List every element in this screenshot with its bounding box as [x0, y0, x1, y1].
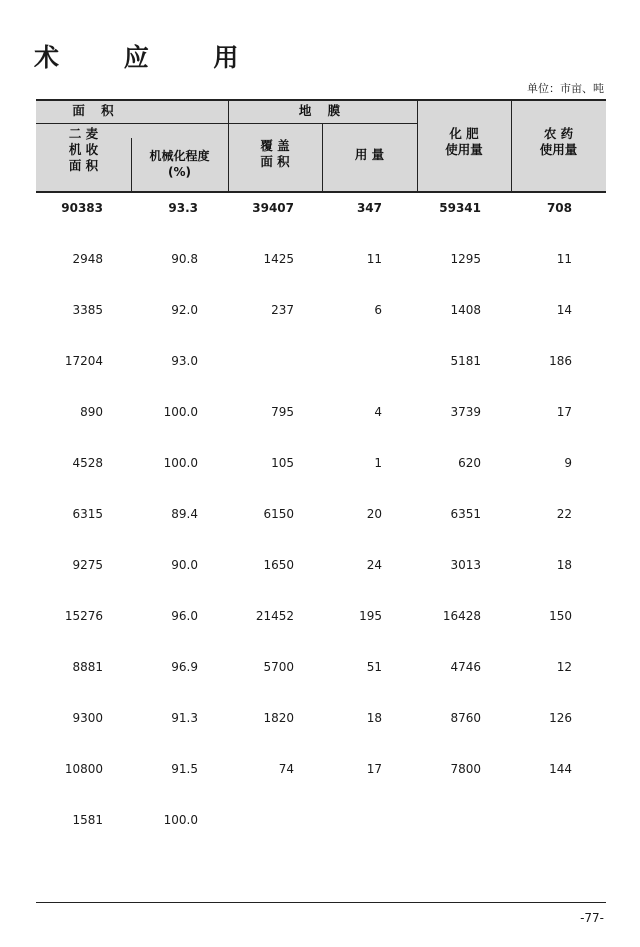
cell-fertilizer: 6351 — [450, 507, 481, 521]
cell-film-usage: 18 — [366, 711, 382, 725]
cell-cover-area: 1650 — [263, 558, 294, 572]
cell-mech-degree: 96.0 — [171, 609, 198, 623]
cell-fertilizer: 1295 — [450, 252, 481, 266]
cell-film-usage: 17 — [366, 762, 382, 776]
cell-film-usage: 24 — [366, 558, 382, 572]
cell-film-usage: 4 — [374, 405, 382, 419]
cell-fertilizer: 59341 — [439, 201, 481, 215]
cell-mech-degree: 92.0 — [171, 303, 198, 317]
table-row — [0, 302, 640, 318]
table-row — [0, 506, 640, 522]
cell-mech-degree: 100.0 — [163, 456, 198, 470]
cell-mech-degree: 100.0 — [163, 813, 198, 827]
cell-wheat-area: 90383 — [61, 201, 103, 215]
cell-pesticide: 708 — [546, 201, 572, 215]
cell-pesticide: 126 — [549, 711, 572, 725]
cell-fertilizer: 8760 — [450, 711, 481, 725]
table-header-mid-rule — [36, 123, 417, 124]
header-fertilizer-usage: 化 肥 使用量 — [445, 126, 483, 157]
table-row — [0, 761, 640, 777]
cell-cover-area: 6150 — [263, 507, 294, 521]
table-row — [0, 353, 640, 369]
table-row — [0, 608, 640, 624]
cell-pesticide: 12 — [556, 660, 572, 674]
cell-mech-degree: 90.8 — [171, 252, 198, 266]
cell-mech-degree: 93.3 — [168, 201, 198, 215]
cell-film-usage: 1 — [374, 456, 382, 470]
cell-fertilizer: 620 — [458, 456, 481, 470]
cell-pesticide: 18 — [556, 558, 572, 572]
cell-wheat-area: 15276 — [64, 609, 103, 623]
cell-pesticide: 22 — [556, 507, 572, 521]
cell-cover-area: 39407 — [252, 201, 294, 215]
cell-cover-area: 74 — [278, 762, 294, 776]
page-number: -77- — [580, 911, 604, 925]
header-cover-area: 覆 盖 面 积 — [260, 138, 290, 169]
cell-cover-area: 105 — [271, 456, 294, 470]
cell-pesticide: 186 — [549, 354, 572, 368]
cell-film-usage: 51 — [366, 660, 382, 674]
cell-wheat-area: 1581 — [72, 813, 103, 827]
cell-mech-degree: 100.0 — [163, 405, 198, 419]
cell-pesticide: 150 — [549, 609, 572, 623]
cell-wheat-area: 9275 — [72, 558, 103, 572]
cell-wheat-area: 9300 — [72, 711, 103, 725]
cell-wheat-area: 2948 — [72, 252, 103, 266]
cell-fertilizer: 3739 — [450, 405, 481, 419]
cell-fertilizer: 3013 — [450, 558, 481, 572]
cell-wheat-area: 8881 — [72, 660, 103, 674]
header-mechanization-degree: 机械化程度 (%) — [149, 149, 210, 179]
footer-rule — [36, 902, 606, 903]
header-film: 地 膜 — [298, 103, 347, 118]
table-row — [0, 455, 640, 471]
cell-film-usage: 20 — [366, 507, 382, 521]
table-row — [0, 557, 640, 573]
cell-mech-degree: 93.0 — [171, 354, 198, 368]
table-row — [0, 404, 640, 420]
table-header-bottom-rule — [36, 191, 606, 193]
cell-fertilizer: 1408 — [450, 303, 481, 317]
table-row — [0, 200, 640, 216]
cell-wheat-area: 17204 — [64, 354, 103, 368]
unit-label: 单位：市亩、吨 — [527, 82, 604, 95]
cell-cover-area: 237 — [271, 303, 294, 317]
header-pesticide-usage: 农 药 使用量 — [539, 126, 578, 157]
page-title: 术 应 用 — [34, 43, 267, 72]
header-film-usage: 用 量 — [354, 147, 385, 162]
cell-wheat-area: 3385 — [72, 303, 103, 317]
table-row — [0, 659, 640, 675]
cell-cover-area: 21452 — [255, 609, 294, 623]
cell-fertilizer: 4746 — [450, 660, 481, 674]
cell-mech-degree: 90.0 — [171, 558, 198, 572]
cell-pesticide: 11 — [556, 252, 572, 266]
cell-film-usage: 195 — [359, 609, 382, 623]
cell-film-usage: 347 — [356, 201, 382, 215]
table-row — [0, 812, 640, 828]
cell-mech-degree: 89.4 — [171, 507, 198, 521]
cell-wheat-area: 4528 — [72, 456, 103, 470]
cell-fertilizer: 16428 — [442, 609, 481, 623]
cell-wheat-area: 890 — [80, 405, 103, 419]
table-row — [0, 710, 640, 726]
cell-film-usage: 11 — [366, 252, 382, 266]
cell-mech-degree: 91.3 — [171, 711, 198, 725]
cell-film-usage: 6 — [374, 303, 382, 317]
cell-cover-area: 795 — [271, 405, 294, 419]
header-area: 面 积 — [72, 103, 120, 118]
cell-mech-degree: 96.9 — [171, 660, 198, 674]
table-row — [0, 251, 640, 267]
cell-pesticide: 14 — [556, 303, 572, 317]
cell-fertilizer: 5181 — [450, 354, 481, 368]
cell-wheat-area: 6315 — [72, 507, 103, 521]
cell-wheat-area: 10800 — [64, 762, 103, 776]
cell-pesticide: 9 — [564, 456, 572, 470]
header-wheat-harvest-area: 二 麦 机 收 面 积 — [68, 126, 99, 173]
cell-cover-area: 1820 — [263, 711, 294, 725]
cell-fertilizer: 7800 — [450, 762, 481, 776]
cell-cover-area: 1425 — [263, 252, 294, 266]
cell-mech-degree: 91.5 — [171, 762, 198, 776]
cell-pesticide: 17 — [556, 405, 572, 419]
table-top-rule — [36, 99, 606, 101]
cell-pesticide: 144 — [549, 762, 572, 776]
cell-cover-area: 5700 — [263, 660, 294, 674]
